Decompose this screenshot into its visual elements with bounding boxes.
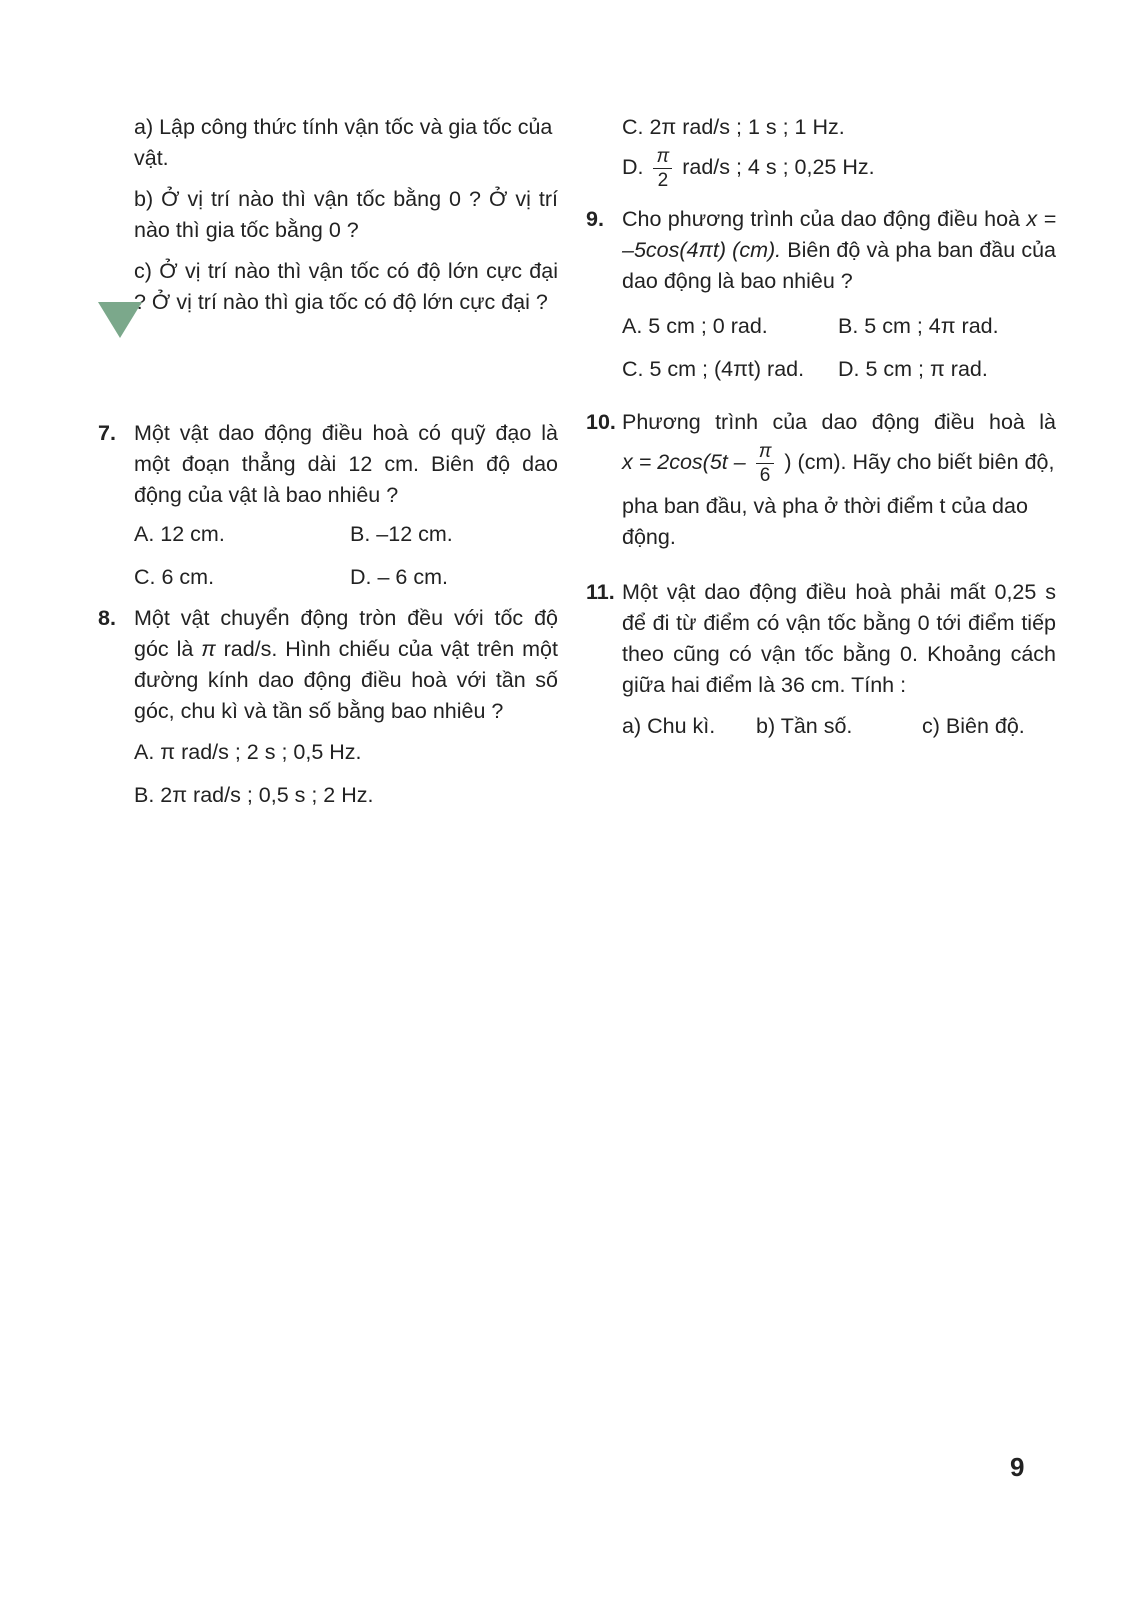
option-b: B. 2π rad/s ; 0,5 s ; 2 Hz.	[134, 783, 374, 807]
option-text: rad/s ; 4 s ; 0,25 Hz.	[682, 155, 875, 180]
answer-options	[134, 519, 558, 593]
question-text-line-1: Phương trình của dao động điều hoà là	[622, 410, 1056, 434]
question-number: 9.	[586, 207, 604, 231]
q6-part-b: b) Ở vị trí nào thì vận tốc bằng 0 ? Ở vị trí nào thì gia tốc bằng 0 ?	[134, 187, 558, 242]
question-8	[98, 603, 558, 811]
fraction-denominator: 2	[657, 170, 669, 191]
option-a: A. π rad/s ; 2 s ; 0,5 Hz.	[134, 740, 362, 764]
q8-option-d	[586, 147, 1056, 190]
question-text-start: Một vật chuyển động tròn đều với tốc độ góc là	[134, 606, 558, 661]
equation-start: x = 2cos(5t –	[622, 450, 746, 475]
question-7	[98, 418, 558, 593]
answer-parts	[622, 711, 1056, 742]
option-d: D. – 6 cm.	[350, 565, 448, 589]
question-text-line-3: pha ban đầu, và pha ở thời điểm t của dao động.	[622, 494, 1028, 549]
question-10	[586, 407, 1056, 553]
pi-symbol: π	[201, 637, 216, 661]
question-text	[134, 603, 558, 727]
section-spacer	[98, 328, 558, 418]
fraction	[653, 147, 672, 190]
question-number: 7.	[98, 421, 116, 445]
triangle-down-icon	[98, 302, 142, 338]
page-number: 9	[1010, 1452, 1025, 1482]
fraction-denominator: 6	[759, 465, 771, 486]
right-column	[586, 112, 1056, 742]
part-c: c) Biên độ.	[922, 714, 1025, 738]
question-text-end: Biên độ và pha ban đầu của dao động là bao nhiêu ?	[622, 238, 1057, 293]
question-text	[622, 204, 1056, 297]
option-d: D. 5 cm ; π rad.	[838, 357, 988, 381]
question-9	[586, 204, 1056, 385]
question-11	[586, 577, 1056, 742]
option-c: C. 5 cm ; (4πt) rad.	[622, 357, 805, 381]
option-b: B. –12 cm.	[350, 522, 453, 546]
left-column	[98, 112, 558, 823]
option-b: B. 5 cm ; 4π rad.	[838, 314, 999, 338]
equation-end: ) (cm). Hãy cho biết biên độ,	[784, 450, 1055, 475]
fraction-numerator: π	[756, 442, 775, 464]
question-text: Một vật dao động điều hoà phải mất 0,25 s để đi từ điểm có vận tốc bằng 0 tới điểm tiếp theo cũng có vận tốc bằng 0. Khoảng cách giữa hai điểm là 36 cm. Tính :	[622, 580, 1056, 697]
part-a: a) Chu kì.	[622, 714, 716, 738]
option-label: D.	[622, 155, 644, 180]
fraction-numerator: π	[653, 147, 672, 169]
equation: x = –5cos(4πt) (cm).	[622, 207, 1056, 262]
question-text-start: Cho phương trình của dao động điều hoà	[622, 207, 1027, 231]
equation-line	[622, 442, 1056, 485]
question-number: 8.	[98, 606, 116, 630]
option-c: C. 6 cm.	[134, 565, 215, 589]
question-text: Một vật dao động điều hoà có quỹ đạo là một đoạn thẳng dài 12 cm. Biên độ dao động của vật là bao nhiêu ?	[134, 421, 558, 507]
question-number: 11.	[586, 580, 615, 604]
q6-part-c: c) Ở vị trí nào thì vận tốc có độ lớn cực đại ? Ở vị trí nào thì gia tốc có độ lớn cực đại ?	[134, 259, 558, 314]
question-number: 10.	[586, 410, 616, 434]
option-a: A. 5 cm ; 0 rad.	[622, 314, 768, 338]
part-b: b) Tần số.	[756, 714, 853, 738]
option-a: A. 12 cm.	[134, 522, 225, 546]
question-text-end: rad/s. Hình chiếu của vật trên một đường kính dao động điều hoà với tần số góc, chu kì và tần số bằng bao nhiêu ?	[134, 637, 558, 723]
q6-part-a: a) Lập công thức tính vận tốc và gia tốc của vật.	[134, 115, 553, 170]
q8-option-c: C. 2π rad/s ; 1 s ; 1 Hz.	[622, 115, 845, 139]
fraction	[756, 442, 775, 485]
answer-options	[622, 311, 1056, 385]
